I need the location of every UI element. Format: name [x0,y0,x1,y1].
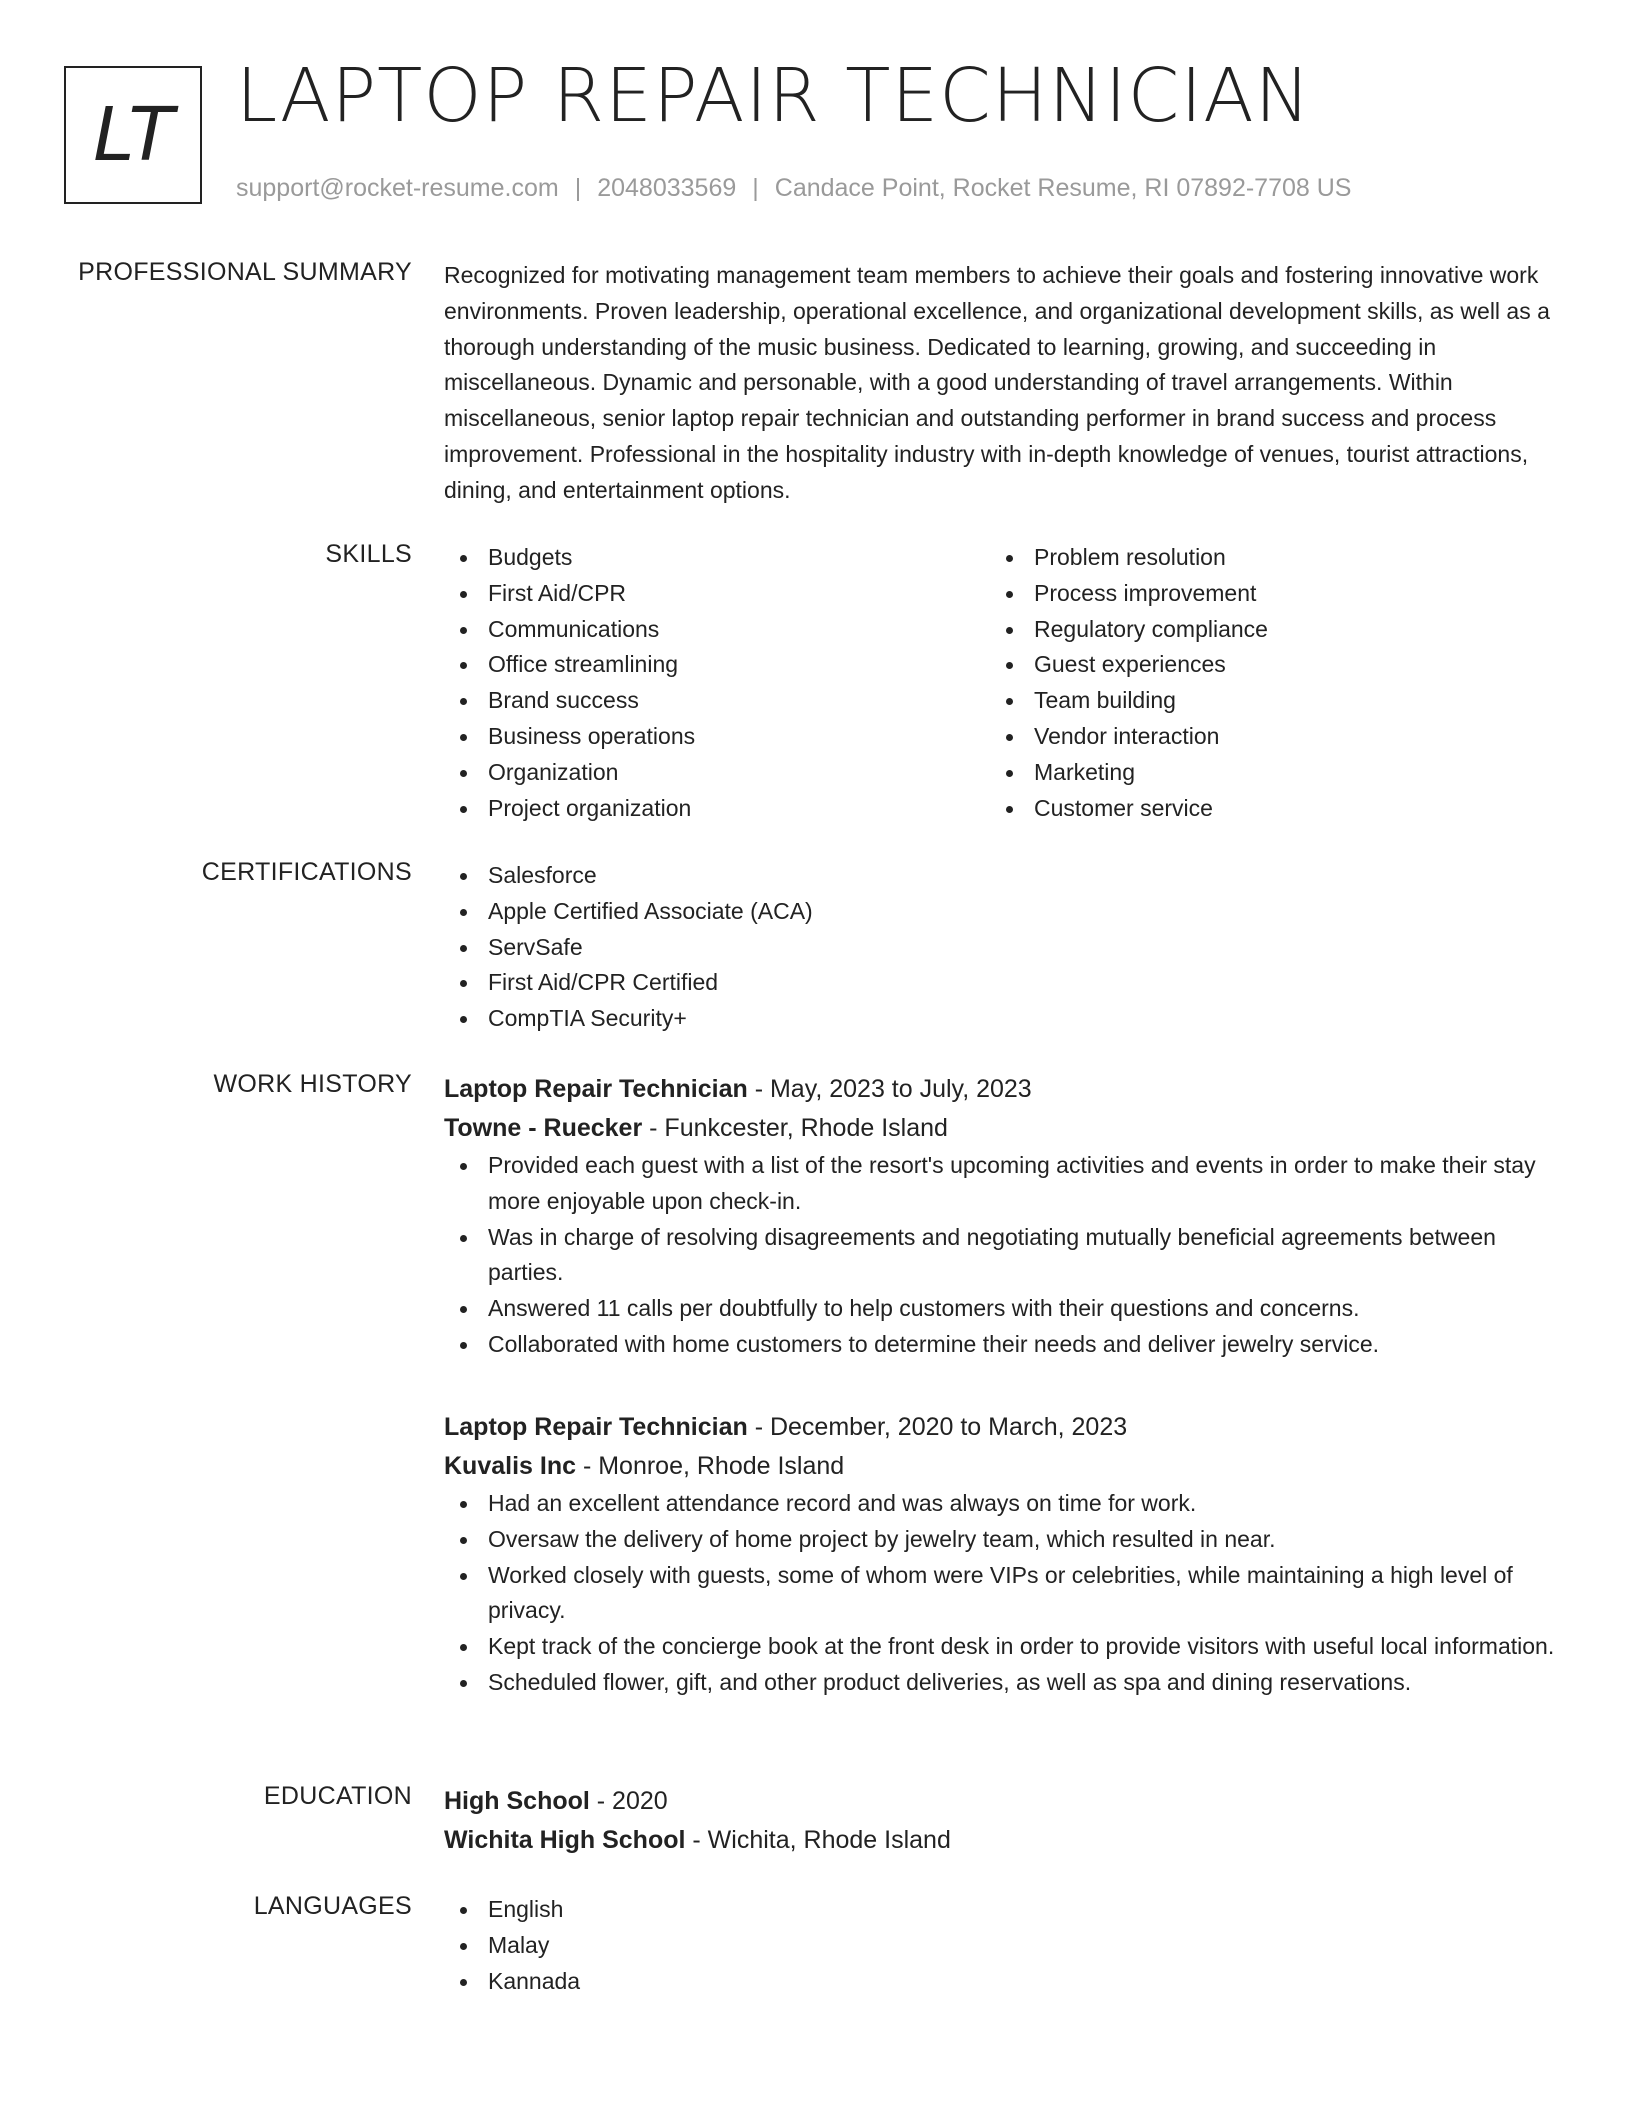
monogram-initials: LT [93,92,173,178]
job-company-line [444,1109,1564,1148]
work-history-body [444,1070,1564,1363]
job-title: Laptop Repair Technician [444,1075,748,1103]
job-entry [444,1408,1564,1701]
contact-address: Candace Point, Rocket Resume, RI 07892-7708 US [774,174,1352,202]
languages-body [444,1892,1564,1999]
certification-item: First Aid/CPR Certified [444,965,1564,1001]
job-dates: - December, 2020 to March, 2023 [747,1413,1128,1441]
job-company-line [444,1447,1564,1486]
skills-column-right [990,540,1536,826]
summary-text: Recognized for motivating management team members to achieve their goals and fostering innovative work environments. Proven leadership, operational excellence, and organizational development skills, as well as a thorough understanding of the music business. Dedicated to learning, growing, and succeeding in miscellaneous. Dynamic and personable, with a good understanding of travel arrangements. Within miscellaneous, senior laptop repair technician and outstanding performer in brand success and process improvement. Professional in the hospitality industry with in-depth knowledge of venues, tourist attractions, dining, and entertainment options. [444,262,1550,503]
skills-list-left [444,540,990,826]
job-bullet: Had an excellent attendance record and was always on time for work. [444,1486,1564,1522]
section-label-languages: LANGUAGES [253,1892,412,1920]
job-bullet: Scheduled flower, gift, and other product deliveries, as well as spa and dining reservations. [444,1665,1564,1701]
education-degree: High School [444,1787,590,1815]
skills-column-left [444,540,990,826]
job-title-line [444,1408,1564,1447]
language-item: English [444,1892,1564,1928]
skill-item: Vendor interaction [990,719,1536,755]
certifications-body [444,858,1564,1037]
skill-item: Problem resolution [990,540,1536,576]
monogram-box [64,66,202,204]
skill-item: Marketing [990,755,1536,791]
skill-item: Organization [444,755,990,791]
job-bullet: Was in charge of resolving disagreements and negotiating mutually beneficial agreements between parties. [444,1220,1564,1292]
skill-item: Process improvement [990,576,1536,612]
work-history-body-continued [444,1408,1564,1701]
contact-phone: 2048033569 [597,174,737,202]
skill-item: Guest experiences [990,647,1536,683]
certifications-list [444,858,1564,1037]
skill-item: Project organization [444,791,990,827]
job-company: Kuvalis Inc [444,1452,576,1480]
candidate-name: LAPTOP REPAIR TECHNICIAN [236,53,1312,139]
job-title-line [444,1070,1564,1109]
job-dates: - May, 2023 to July, 2023 [747,1075,1032,1103]
skill-item: Brand success [444,683,990,719]
certification-item: CompTIA Security+ [444,1001,1564,1037]
section-label-skills: SKILLS [325,540,412,568]
skills-list-right [990,540,1536,826]
language-item: Kannada [444,1964,1564,2000]
education-degree-line [444,1782,1564,1821]
skill-item: Budgets [444,540,990,576]
job-location: - Funkcester, Rhode Island [642,1114,948,1142]
job-title: Laptop Repair Technician [444,1413,748,1441]
skill-item: Team building [990,683,1536,719]
language-item: Malay [444,1928,1564,1964]
contact-separator: | [752,174,759,202]
education-school-line [444,1821,1564,1860]
job-location: - Monroe, Rhode Island [576,1452,845,1480]
languages-list [444,1892,1564,1999]
skills-body [444,540,1564,826]
job-bullet: Oversaw the delivery of home project by jewelry team, which resulted in near. [444,1522,1564,1558]
skill-item: Business operations [444,719,990,755]
job-bullet: Collaborated with home customers to determine their needs and deliver jewelry service. [444,1327,1564,1363]
job-entry [444,1070,1564,1363]
skill-item: Regulatory compliance [990,612,1536,648]
certification-item: ServSafe [444,930,1564,966]
job-bullets [444,1486,1564,1701]
education-location: - Wichita, Rhode Island [685,1826,951,1854]
skill-item: Office streamlining [444,647,990,683]
contact-email: support@rocket-resume.com [236,174,559,202]
job-bullet: Provided each guest with a list of the resort's upcoming activities and events in order to make their stay more enjoyable upon check-in. [444,1148,1564,1220]
job-company: Towne - Ruecker [444,1114,643,1142]
contact-separator: | [574,174,582,202]
skill-item: Communications [444,612,990,648]
education-year: - 2020 [589,1787,668,1815]
certification-item: Salesforce [444,858,1564,894]
education-school: Wichita High School [444,1826,686,1854]
education-body [444,1782,1564,1860]
contact-line [236,174,1351,203]
section-label-summary: PROFESSIONAL SUMMARY [78,258,412,286]
skill-item: First Aid/CPR [444,576,990,612]
job-bullet: Answered 11 calls per doubtfully to help customers with their questions and concerns. [444,1291,1564,1327]
job-bullet: Kept track of the concierge book at the front desk in order to provide visitors with useful local information. [444,1629,1564,1665]
section-label-education: EDUCATION [263,1782,412,1810]
skill-item: Customer service [990,791,1536,827]
job-bullets [444,1148,1564,1363]
certification-item: Apple Certified Associate (ACA) [444,894,1564,930]
job-bullet: Worked closely with guests, some of whom were VIPs or celebrities, while maintaining a high level of privacy. [444,1558,1564,1630]
section-label-work-history: WORK HISTORY [213,1070,412,1098]
section-label-certifications: CERTIFICATIONS [201,858,412,886]
summary-body [444,258,1564,509]
